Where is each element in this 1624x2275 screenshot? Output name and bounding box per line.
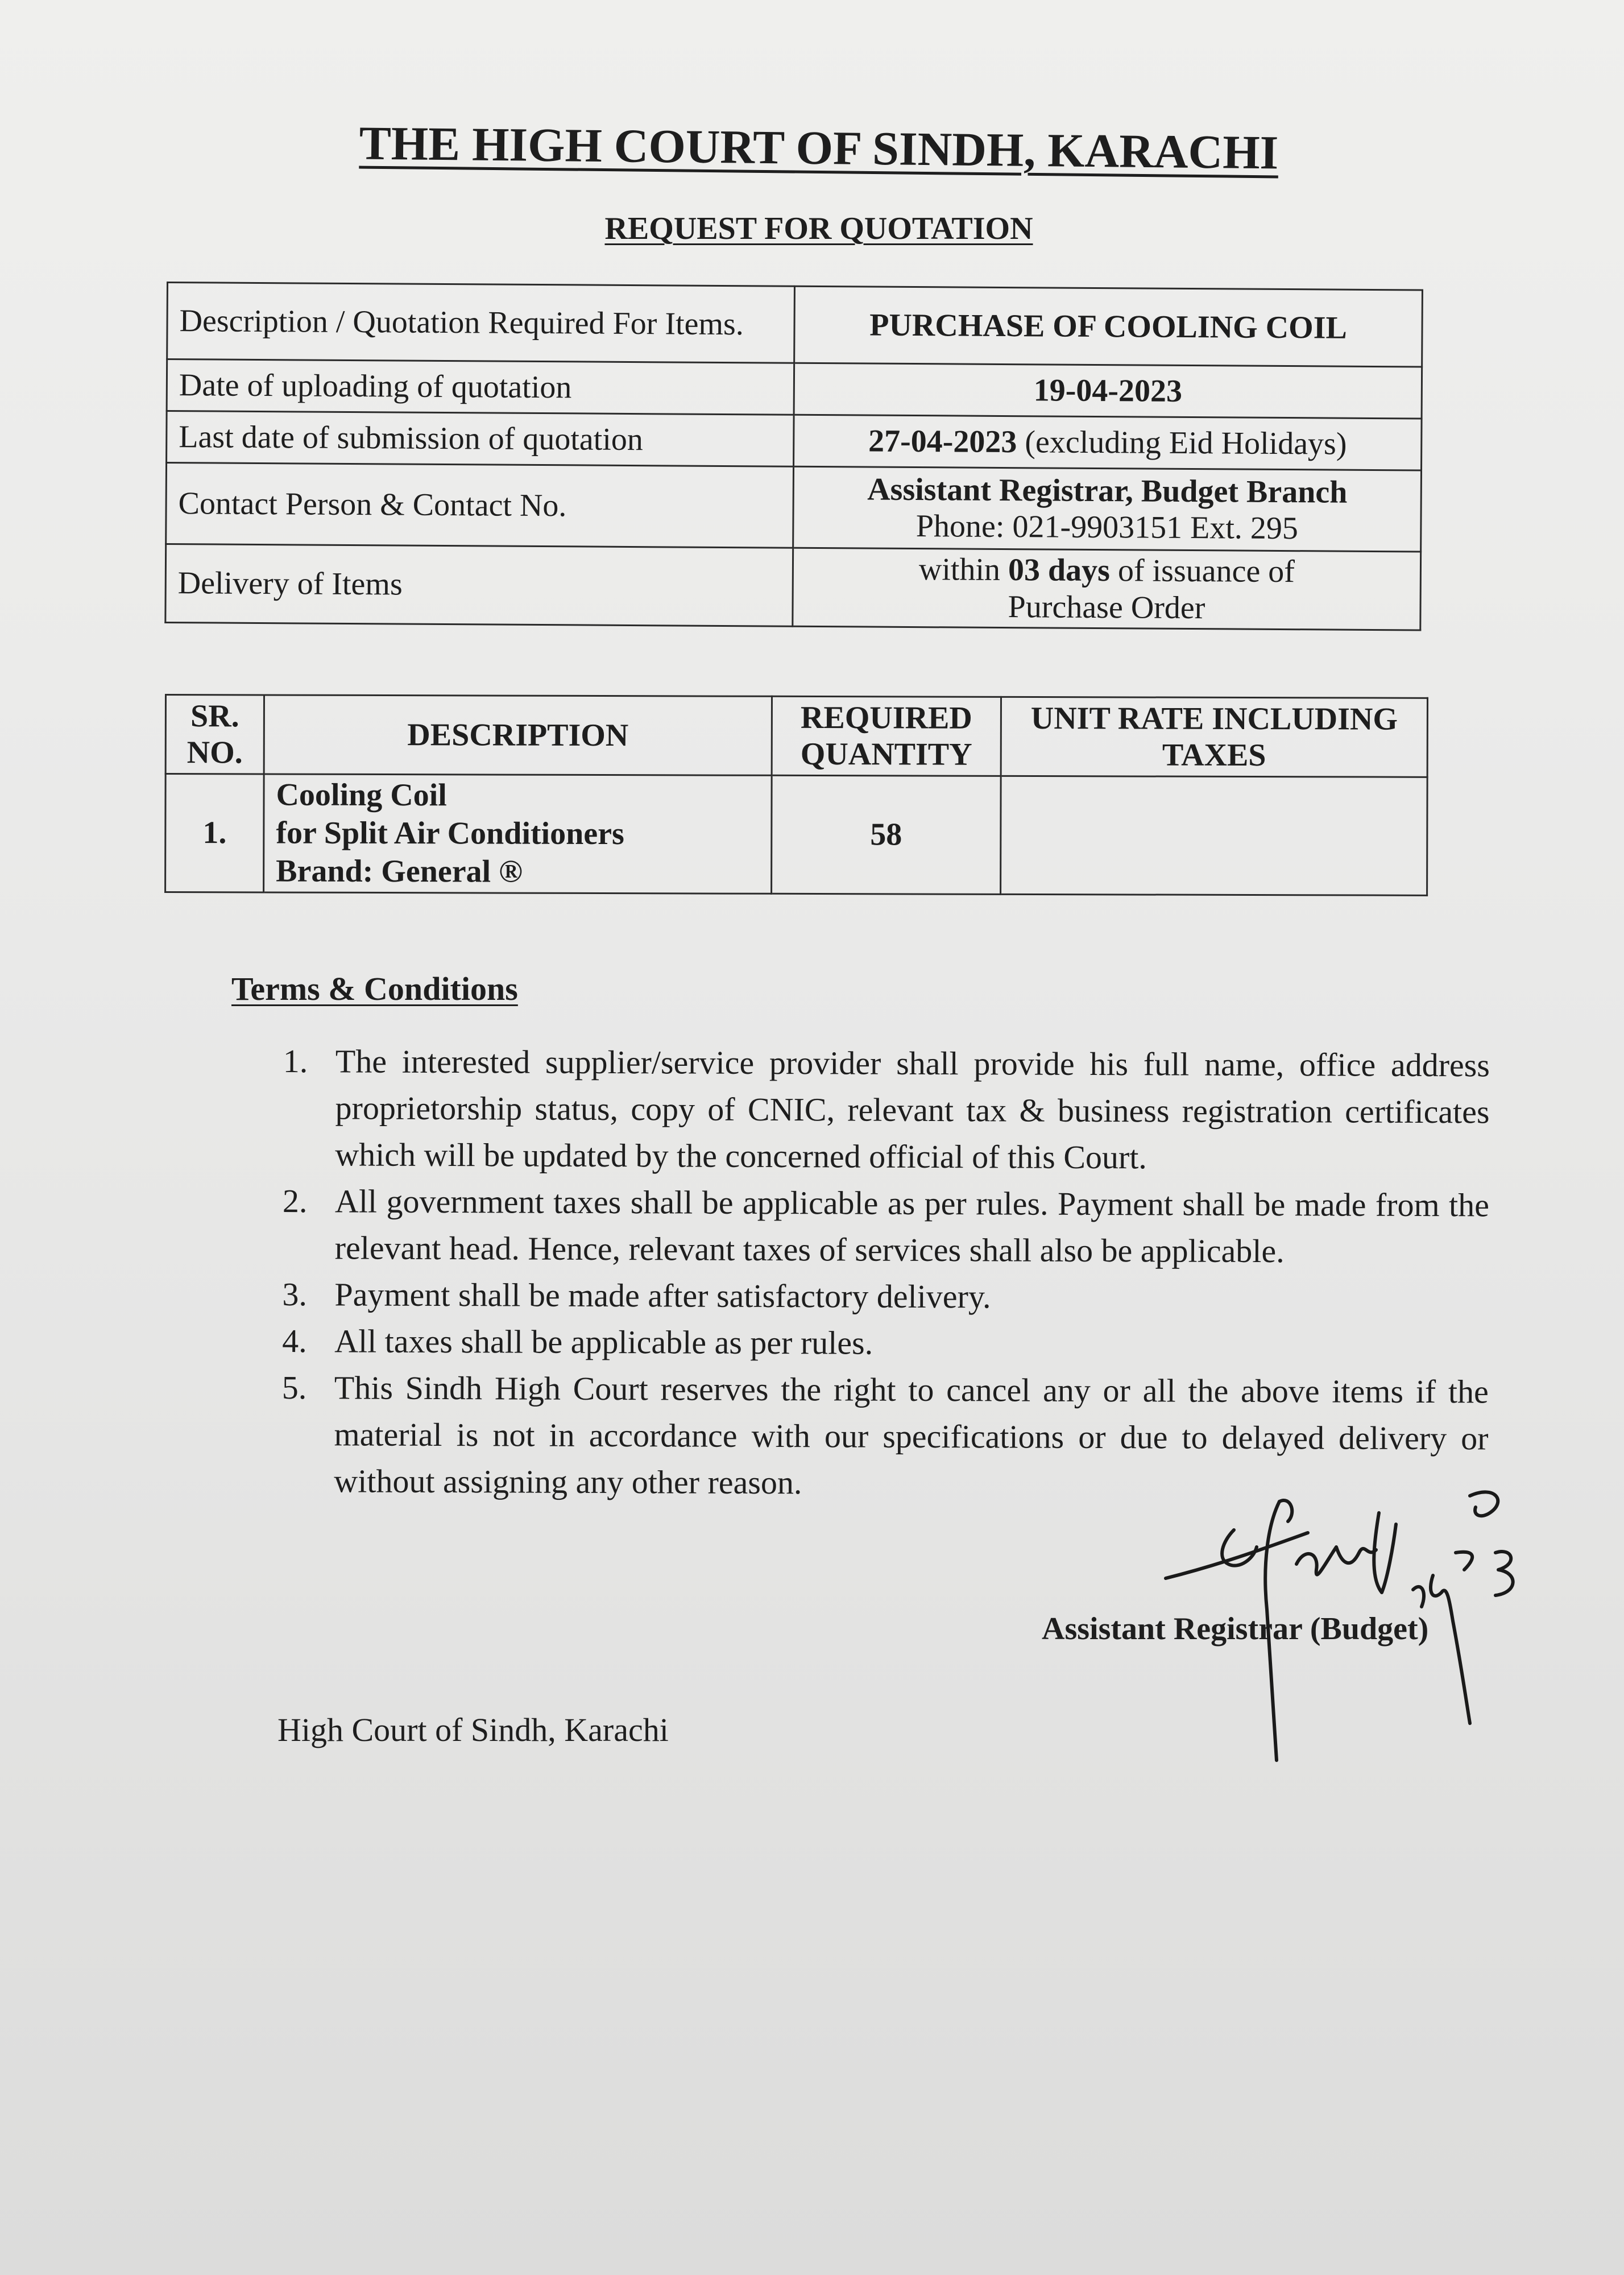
delivery-pre: within xyxy=(918,552,1009,588)
items-header-row xyxy=(165,695,1427,777)
info-row-delivery xyxy=(165,544,1421,630)
list-item xyxy=(278,1038,1490,1182)
document-subtitle: REQUEST FOR QUOTATION xyxy=(604,211,1033,246)
info-label: Date of uploading of quotation xyxy=(167,359,794,415)
last-date-note: (excluding Eid Holidays) xyxy=(1017,424,1347,462)
list-item xyxy=(277,1271,1489,1322)
header-sr-no: SR. NO. xyxy=(165,695,264,774)
item-sr-no: 1. xyxy=(165,774,264,892)
table-row xyxy=(165,774,1428,896)
info-value: PURCHASE OF COOLING COIL xyxy=(794,286,1423,367)
delivery-line2: Purchase Order xyxy=(1008,589,1205,626)
term-number: 2. xyxy=(282,1182,308,1220)
term-number: 1. xyxy=(283,1043,308,1080)
info-value: 19-04-2023 xyxy=(794,363,1422,419)
document-title: THE HIGH COURT OF SINDH, KARACHI xyxy=(359,117,1279,180)
terms-list xyxy=(277,1038,1490,1508)
contact-person: Assistant Registrar, Budget Branch xyxy=(867,471,1348,510)
terms-heading: Terms & Conditions xyxy=(231,970,518,1007)
info-value xyxy=(793,548,1421,630)
term-text: The interested supplier/service provider shall provide his full name, office address proprietorship status, copy of CNIC, relevant tax & business registration certificates which will be updated by the concerned official of this Court. xyxy=(335,1043,1490,1176)
info-row-last-date xyxy=(167,411,1422,470)
term-text: All taxes shall be applicable as per rules. xyxy=(334,1322,873,1362)
contact-phone: Phone: 021-9903151 Ext. 295 xyxy=(915,508,1299,547)
term-number: 4. xyxy=(282,1322,307,1360)
info-label: Description / Quotation Required For Items. xyxy=(167,283,795,363)
handwritten-signature xyxy=(1154,1479,1552,1774)
delivery-days: 03 days xyxy=(1008,552,1111,589)
info-value xyxy=(794,415,1422,470)
delivery-post: of issuance of xyxy=(1109,553,1295,590)
item-desc-line: for Split Air Conditioners xyxy=(276,815,624,852)
quotation-info-table xyxy=(164,282,1423,631)
signatory-title: Assistant Registrar (Budget) xyxy=(1042,1611,1429,1647)
item-desc-line: Brand: General ® xyxy=(276,853,523,890)
info-label: Last date of submission of quotation xyxy=(167,411,794,467)
last-date: 27-04-2023 xyxy=(868,423,1017,460)
info-label: Delivery of Items xyxy=(165,544,793,627)
list-item xyxy=(278,1178,1490,1275)
info-row-upload-date xyxy=(167,359,1422,419)
item-unit-rate xyxy=(1001,776,1428,895)
info-value xyxy=(793,466,1422,552)
info-label: Contact Person & Contact No. xyxy=(166,463,794,548)
header-description: DESCRIPTION xyxy=(264,695,772,775)
header-unit-rate: UNIT RATE INCLUDING TAXES xyxy=(1001,697,1427,777)
list-item xyxy=(277,1318,1489,1368)
office-name: High Court of Sindh, Karachi xyxy=(277,1711,669,1748)
item-quantity: 58 xyxy=(772,775,1001,894)
info-row-contact xyxy=(166,463,1422,552)
term-number: 5. xyxy=(281,1369,307,1407)
header-quantity: REQUIRED QUANTITY xyxy=(772,696,1001,776)
item-description xyxy=(264,774,772,894)
term-text: All government taxes shall be applicable as per rules. Payment shall be made from the relevant head. Hence, relevant taxes of services shall also be applicable. xyxy=(334,1182,1490,1270)
info-row-description xyxy=(167,283,1423,367)
item-desc-line: Cooling Coil xyxy=(276,777,447,813)
term-text: Payment shall be made after satisfactory delivery. xyxy=(334,1276,991,1316)
term-number: 3. xyxy=(282,1276,308,1313)
term-text: This Sindh High Court reserves the right to cancel any or all the above items if the material is not in accordance with our specifications or due to delayed delivery or without assigning any other reason. xyxy=(334,1369,1489,1502)
items-table xyxy=(164,694,1428,896)
